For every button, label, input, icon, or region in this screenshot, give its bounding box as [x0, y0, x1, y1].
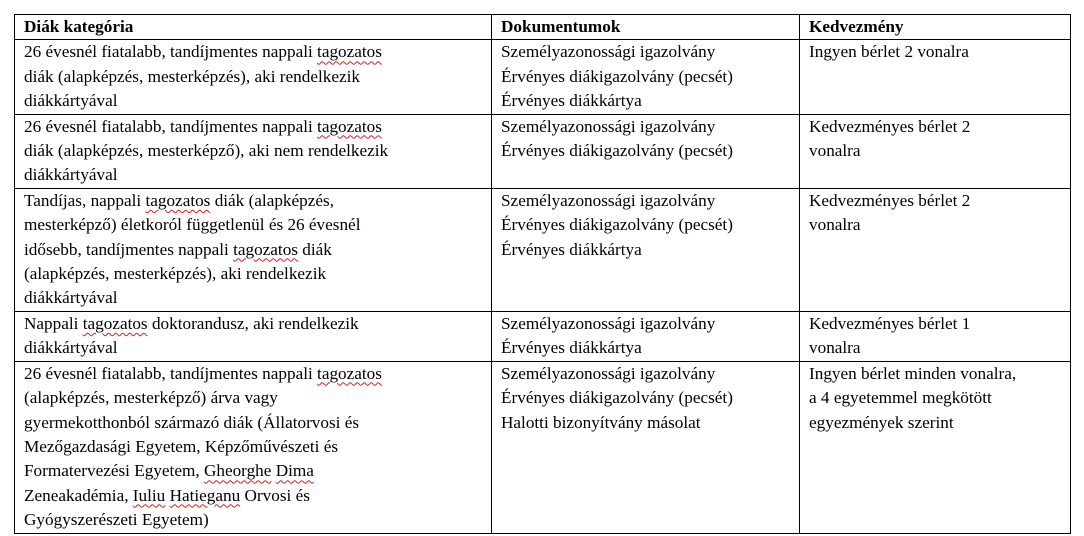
category-text-line — [24, 163, 483, 187]
discount-text-line: Kedvezményes bérlet 2 — [809, 116, 971, 136]
cell-documents — [492, 40, 800, 114]
category-text: diák — [298, 239, 332, 259]
category-text: idősebb, tandíjmentes nappali — [24, 239, 234, 259]
category-text: 26 évesnél fiatalabb, tandíjmentes nappali — [24, 363, 318, 383]
student-discount-table — [14, 14, 1071, 534]
document-item: Érvényes diákkártya — [501, 239, 642, 259]
cell-documents — [492, 188, 800, 311]
document-table-frame — [14, 14, 1071, 534]
document-item: Személyazonossági igazolvány — [501, 116, 716, 136]
document-item: Személyazonossági igazolvány — [501, 42, 716, 62]
category-text-line — [24, 213, 483, 237]
discount-text-line: a 4 egyetemmel megkötött — [809, 388, 992, 408]
discount-text-line: vonalra — [809, 215, 861, 235]
category-text-line — [24, 262, 483, 286]
table-row — [15, 361, 1071, 533]
category-text: Orvosi és — [240, 485, 310, 505]
document-item: Személyazonossági igazolvány — [501, 363, 716, 383]
spellcheck-flagged-word: tagozatos — [317, 42, 382, 62]
category-text: diákkártyával — [24, 288, 118, 308]
category-text-line — [24, 40, 483, 64]
category-text-line — [24, 386, 483, 410]
cell-category — [15, 40, 492, 114]
table-row — [15, 40, 1071, 114]
cell-documents — [492, 114, 800, 188]
category-text: Mezőgazdasági Egyetem, Képzőművészeti és — [24, 436, 339, 456]
category-text-line — [24, 286, 483, 310]
spellcheck-flagged-word: tagozatos — [145, 190, 211, 210]
discount-text-line: Kedvezményes bérlet 2 — [809, 190, 971, 210]
category-text-line — [24, 65, 483, 89]
document-item: Halotti bizonyítvány másolat — [501, 412, 701, 432]
spellcheck-flagged-word: tagozatos — [82, 313, 148, 333]
category-text-line — [24, 508, 483, 532]
spellcheck-flagged-word: Dima — [275, 461, 314, 481]
discount-text-line: egyezmények szerint — [809, 412, 954, 432]
spellcheck-flagged-word: tagozatos — [317, 363, 382, 383]
cell-category — [15, 114, 492, 188]
category-text: diák (alapképzés, mesterképzés), aki rendelkezik — [24, 66, 360, 86]
cell-category — [15, 361, 492, 533]
cell-discount — [800, 361, 1071, 533]
category-text: (alapképzés, mesterképzés), aki rendelkezik — [24, 264, 327, 284]
cell-discount — [800, 40, 1071, 114]
category-text-line — [24, 435, 483, 459]
cell-discount — [800, 114, 1071, 188]
category-text: Zeneakadémia, — [24, 485, 133, 505]
cell-category — [15, 188, 492, 311]
category-text: 26 évesnél fiatalabb, tandíjmentes nappali — [24, 116, 318, 136]
discount-text-line: vonalra — [809, 141, 861, 161]
category-text-line — [24, 115, 483, 139]
spellcheck-flagged-word: tagozatos — [317, 116, 382, 136]
category-text: mesterképző) életkoról függetlenül és 26 évesnél — [24, 215, 361, 235]
table-row — [15, 188, 1071, 311]
spellcheck-flagged-word: Hatieganu — [169, 485, 241, 505]
category-text-line — [24, 139, 483, 163]
category-text: Nappali — [24, 313, 83, 333]
document-item: Érvényes diákkártya — [501, 91, 642, 111]
header-category: Diák kategória — [15, 15, 492, 40]
cell-documents — [492, 311, 800, 361]
category-text: gyermekotthonból származó diák (Állatorvosi és — [24, 412, 360, 432]
category-text-line — [24, 484, 483, 508]
document-item: Érvényes diákkártya — [501, 338, 642, 358]
cell-category — [15, 311, 492, 361]
cell-discount — [800, 311, 1071, 361]
discount-text-line: Ingyen bérlet 2 vonalra — [809, 42, 969, 62]
category-text-line — [24, 336, 483, 360]
discount-text-line: vonalra — [809, 338, 861, 358]
document-item: Érvényes diákigazolvány (pecsét) — [501, 141, 733, 161]
category-text-line — [24, 312, 483, 336]
category-text: diákkártyával — [24, 165, 118, 185]
table-row — [15, 114, 1071, 188]
document-item: Érvényes diákigazolvány (pecsét) — [501, 66, 733, 86]
category-text-line — [24, 362, 483, 386]
cell-discount — [800, 188, 1071, 311]
category-text: doktorandusz, aki rendelkezik — [147, 313, 359, 333]
category-text: Formatervezési Egyetem, — [24, 461, 204, 481]
discount-text-line: Kedvezményes bérlet 1 — [809, 313, 971, 333]
category-text: diákkártyával — [24, 338, 118, 358]
category-text-line — [24, 189, 483, 213]
category-text: diákkártyával — [24, 91, 118, 111]
category-text: Tandíjas, nappali — [24, 190, 146, 210]
category-text: (alapképzés, mesterképző) árva vagy — [24, 388, 278, 408]
category-text-line — [24, 89, 483, 113]
spellcheck-flagged-word: Gheorghe — [203, 461, 272, 481]
discount-text-line: Ingyen bérlet minden vonalra, — [809, 363, 1017, 383]
document-item: Személyazonossági igazolvány — [501, 313, 716, 333]
header-discount: Kedvezmény — [800, 15, 1071, 40]
category-text-line — [24, 238, 483, 262]
table-header-row — [15, 15, 1071, 40]
spellcheck-flagged-word: tagozatos — [233, 239, 298, 259]
category-text: diák (alapképzés, — [210, 190, 334, 210]
category-text: diák (alapképzés, mesterképző), aki nem rendelkezik — [24, 141, 389, 161]
category-text-line — [24, 411, 483, 435]
category-text: Gyógyszerészeti Egyetem) — [24, 510, 209, 530]
category-text-line — [24, 459, 483, 483]
header-documents: Dokumentumok — [492, 15, 800, 40]
table-row — [15, 311, 1071, 361]
spellcheck-flagged-word: Iuliu — [132, 485, 166, 505]
category-text: 26 évesnél fiatalabb, tandíjmentes nappali — [24, 42, 318, 62]
document-item: Személyazonossági igazolvány — [501, 190, 716, 210]
cell-documents — [492, 361, 800, 533]
document-item: Érvényes diákigazolvány (pecsét) — [501, 388, 733, 408]
document-item: Érvényes diákigazolvány (pecsét) — [501, 215, 733, 235]
